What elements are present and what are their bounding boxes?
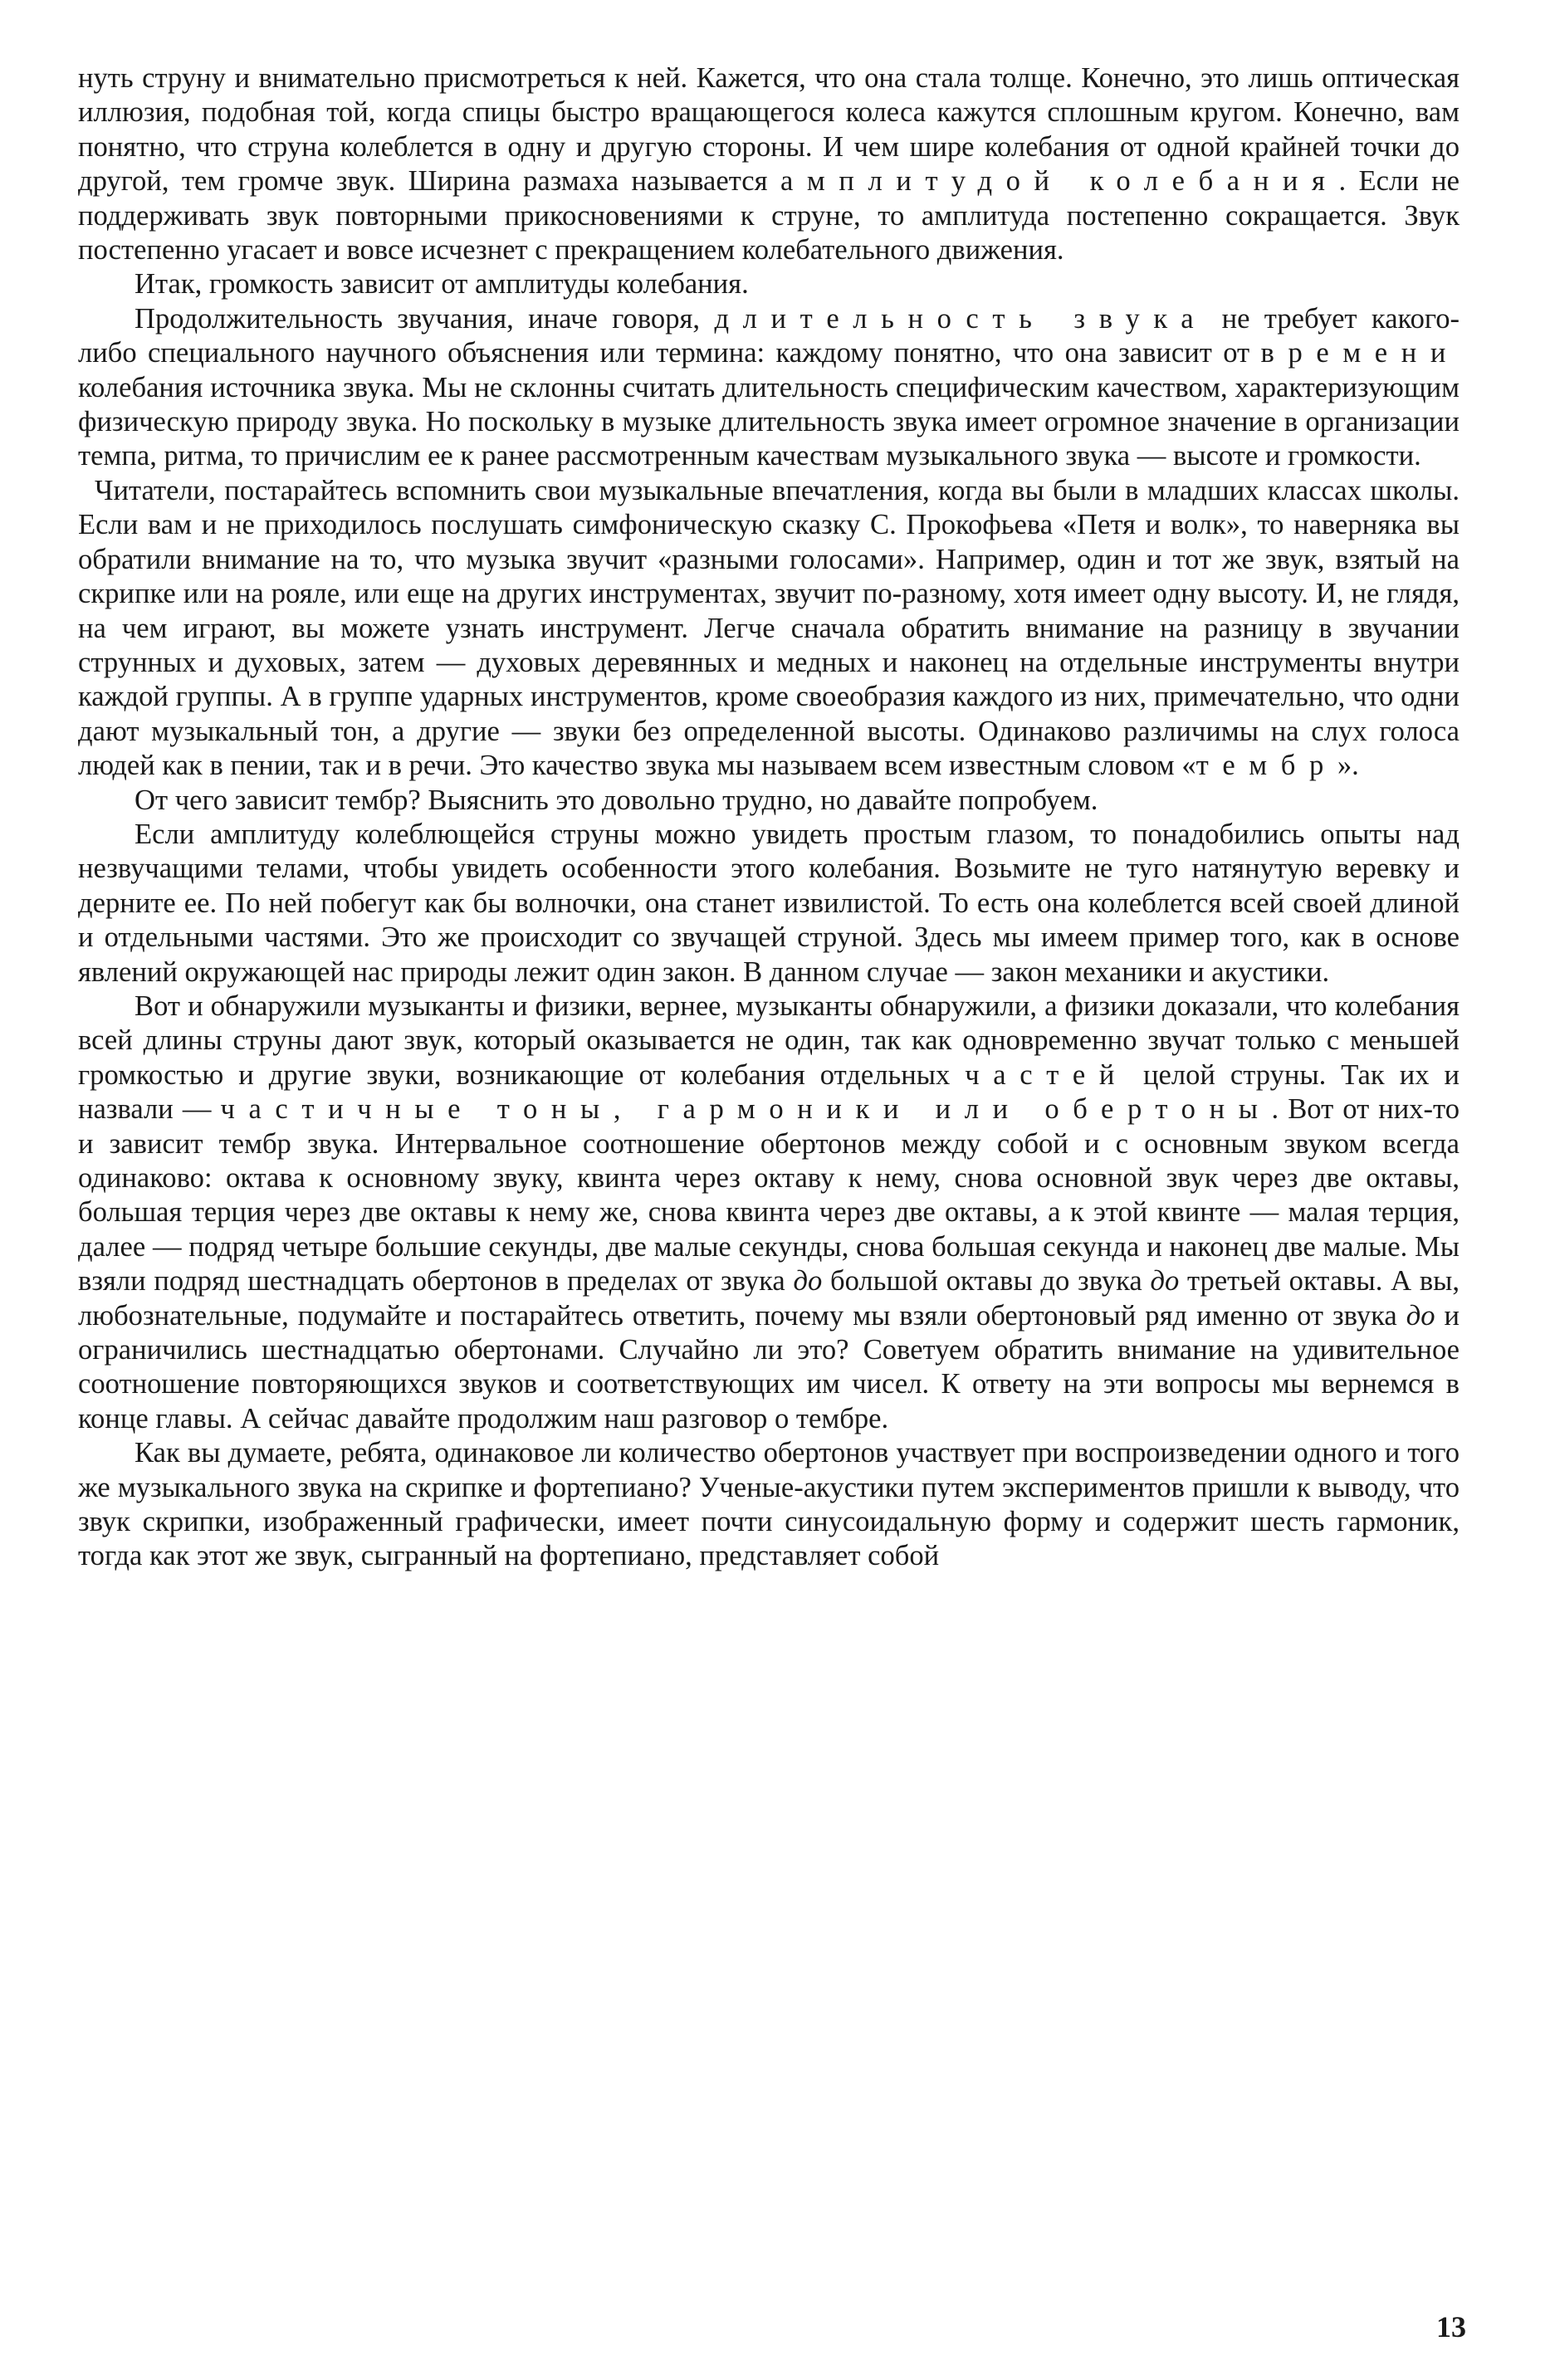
paragraph-p1 bbox=[78, 61, 1460, 267]
text-run: Итак, громкость зависит от амплитуды колебания. bbox=[134, 268, 749, 301]
spaced-term: частей bbox=[965, 1058, 1128, 1091]
paragraph-p4 bbox=[78, 474, 1460, 784]
text-run: Продолжительность звучания, иначе говоря, bbox=[134, 302, 715, 335]
paragraph-p7 bbox=[78, 990, 1460, 1436]
text-run: большой октавы до звука bbox=[822, 1265, 1151, 1298]
text-run: Если амплитуду колеблющейся струны можно увидеть простым глазом, то понадобились опыты над незвучащими телами, чтобы увидеть особенности этого колебания. Возьмите не туго натянутую веревку и дерните ее. По ней побегут как бы волночки, она станет извилистой. То есть она колеблется всей своей длиной и отдельными частями. Это же происходит со звучащей струной. Здесь мы имеем пример того, как в основе явлений окружающей нас природы лежит один закон. В данном случае — закон механики и акустики. bbox=[78, 818, 1460, 988]
text-run: целой струны. Так их и назвали — bbox=[78, 1058, 1460, 1126]
italic-note-name: до bbox=[1150, 1265, 1180, 1298]
text-run: . Если не поддерживать звук повторными прикосновениями к струне, то амплитуда постепенно сокращается. Звук постепенно угасает и вовсе исчезнет с прекращением колебательного движения. bbox=[78, 165, 1460, 266]
text-run: и ограничились шестнадцатью обертонами. Случайно ли это? Советуем обратить внимание на удивительное соотношение повторяющихся звуков и соответствующих им чисел. К ответу на эти вопросы мы вернемся в конце главы. А сейчас давайте продолжим наш разговор о тембре. bbox=[78, 1299, 1460, 1434]
text-run: Вот и обнаружили музыканты и физики, вернее, музыканты обнаружили, а физики доказали, что колебания всей длины струны дают звук, который оказывается не один, так как одновременно звучат только с меньшей громкостью и другие звуки, возникающие от колебания отдельных bbox=[78, 990, 1460, 1091]
text-run: третьей октавы. А вы, любознательные, подумайте и постарайтесь ответить, почему мы взяли обертоновый ряд именно от звука bbox=[78, 1265, 1460, 1332]
page-number: 13 bbox=[1436, 2310, 1466, 2343]
spaced-term: частичные тоны, гармоники или обертоны bbox=[220, 1093, 1272, 1126]
spaced-term: времени bbox=[1260, 337, 1460, 369]
body-text bbox=[78, 61, 1460, 1574]
paragraph-p3 bbox=[78, 302, 1460, 474]
paragraph-p8 bbox=[78, 1436, 1460, 1574]
text-run: . Вот от них-то и зависит тембр звука. Интервальное соотношение обертонов между собой и с основным звуком всегда одинаково: октава к основному звуку, квинта через октаву к нему, снова основной звук через две октавы, большая терция через две октавы к нему же, снова квинта через две октавы, а к этой квинте — малая терция, далее — подряд четыре большие секунды, две малые секунды, снова большая секунда и наконец две малые. Мы взяли подряд шестнадцать обертонов в пределах от звука bbox=[78, 1093, 1460, 1298]
text-run: ». bbox=[1337, 750, 1359, 782]
spaced-term: амплитудой колебания bbox=[780, 165, 1339, 198]
italic-note-name: до bbox=[793, 1265, 823, 1298]
text-run: Как вы думаете, ребята, одинаковое ли количество обертонов участвует при воспроизведении одного и того же музыкального звука на скрипке и фортепиано? Ученые-акустики путем экспериментов пришли к выводу, что звук скрипки, изображенный графически, имеет почти синусоидальную форму и содержит шесть гармоник, тогда как этот же звук, сыгранный на фортепиано, представляет собой bbox=[78, 1437, 1460, 1572]
spaced-term: длительность звука bbox=[714, 302, 1208, 335]
paragraph-p6 bbox=[78, 818, 1460, 990]
text-run: колебания источника звука. Мы не склонны считать длительность специфическим качеством, характеризующим физическую природу звука. Но поскольку в музыке длительность звука имеет огромное значение в организации темпа, ритма, то причислим ее к ранее рассмотренным качествам музыкального звука — высоте и громкости. bbox=[78, 371, 1460, 472]
text-run: От чего зависит тембр? Выяснить это довольно трудно, но давайте попробуем. bbox=[134, 784, 1098, 816]
paragraph-p5 bbox=[78, 784, 1460, 818]
paragraph-p2 bbox=[78, 267, 1460, 301]
text-run: не требует какого-либо специального научного объяснения или термина: каждому понятно, что она зависит от bbox=[78, 302, 1460, 369]
spaced-term: тембр bbox=[1196, 750, 1337, 782]
text-run: нуть струну и внимательно присмотреться к ней. Кажется, что она стала толще. Конечно, это лишь оптическая иллюзия, подобная той, когда спицы быстро вращающегося колеса кажутся сплошным кругом. Конечно, вам понятно, что струна колеблется в одну и другую стороны. И чем шире колебания от одной крайней точки до другой, тем громче звук. Ширина размаха называется bbox=[78, 62, 1460, 198]
italic-note-name: до bbox=[1406, 1299, 1435, 1332]
text-run: Читатели, постарайтесь вспомнить свои музыкальные впечатления, когда вы были в младших классах школы. Если вам и не приходилось послушать симфоническую сказку С. Прокофьева «Петя и волк», то наверняка вы обратили внимание на то, что музыка звучит «разными голосами». Например, один и тот же звук, взятый на скрипке или на рояле, или еще на других инструментах, звучит по-разному, хотя имеет одну высоту. И, не глядя, на чем играют, вы можете узнать инструмент. Легче сначала обратить внимание на разницу в звучании струнных и духовых, затем — духовых деревянных и медных и наконец на отдельные инструменты внутри каждой группы. А в группе ударных инструментов, кроме своеобразия каждого из них, примечательно, что одни дают музыкальный тон, а другие — звуки без определенной высоты. Одинаково различимы на слух голоса людей как в пении, так и в речи. Это качество звука мы называем всем известным словом « bbox=[78, 474, 1460, 782]
